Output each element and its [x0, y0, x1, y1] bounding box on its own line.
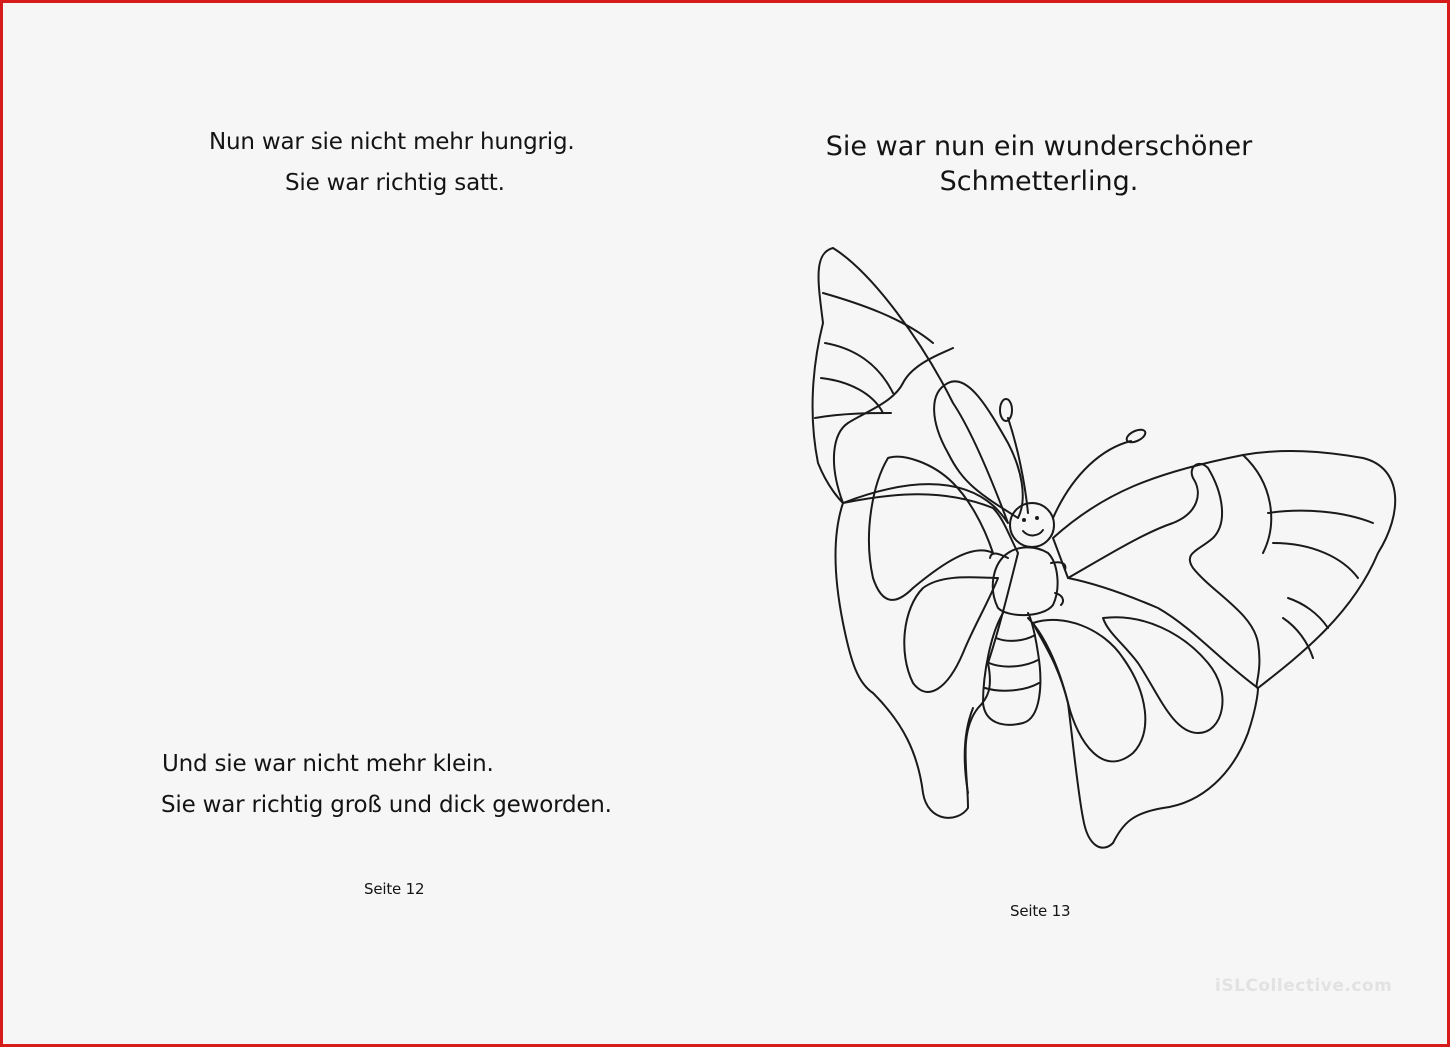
page13-title: Sie war nun ein wunderschöner Schmetterling.	[825, 131, 1253, 197]
right-wing-stripe	[1283, 618, 1313, 658]
left-eye	[1022, 518, 1026, 522]
butterfly-head	[1010, 503, 1054, 547]
butterfly-abdomen	[983, 613, 1040, 725]
right-wing-stripe	[1273, 543, 1358, 578]
page12-top-line-1: Nun war sie nicht mehr hungrig.	[209, 129, 575, 155]
page12-bottom-line-1: Und sie war nicht mehr klein.	[162, 751, 494, 777]
page12-bottom-line-2: Sie war richtig groß und dick geworden.	[161, 792, 612, 818]
watermark: iSLCollective.com	[1215, 976, 1393, 996]
page12-number: Seite 12	[364, 880, 425, 898]
page12-top-line-2: Sie war richtig satt.	[285, 170, 505, 196]
left-lower-loop	[869, 457, 993, 600]
right-wing-stripe	[1268, 511, 1373, 523]
right-antenna	[1053, 441, 1131, 518]
left-wing-stripe	[815, 413, 891, 418]
mouth	[1023, 530, 1043, 535]
right-wing-stripe	[1243, 455, 1271, 553]
abdomen-segment	[989, 660, 1038, 667]
page13-number: Seite 13	[1010, 902, 1071, 920]
right-antenna-tip	[1125, 427, 1147, 445]
left-wing-stripe	[823, 293, 933, 343]
left-lower-wing	[836, 494, 1019, 818]
right-upper-wing	[1053, 451, 1395, 688]
butterfly-thorax	[993, 547, 1058, 615]
right-lower-loop	[1033, 620, 1145, 761]
butterfly-illustration	[803, 233, 1413, 863]
left-wing-stripe	[825, 343, 893, 393]
right-wing-stripe	[1288, 598, 1328, 628]
abdomen-segment	[985, 683, 1039, 691]
right-eye	[1035, 516, 1039, 520]
right-wing-inner	[1068, 464, 1259, 688]
abdomen-segment	[996, 635, 1035, 641]
right-lower-loop	[1103, 617, 1222, 733]
left-antenna-tip	[1000, 399, 1012, 421]
left-upper-wing	[813, 248, 1008, 523]
